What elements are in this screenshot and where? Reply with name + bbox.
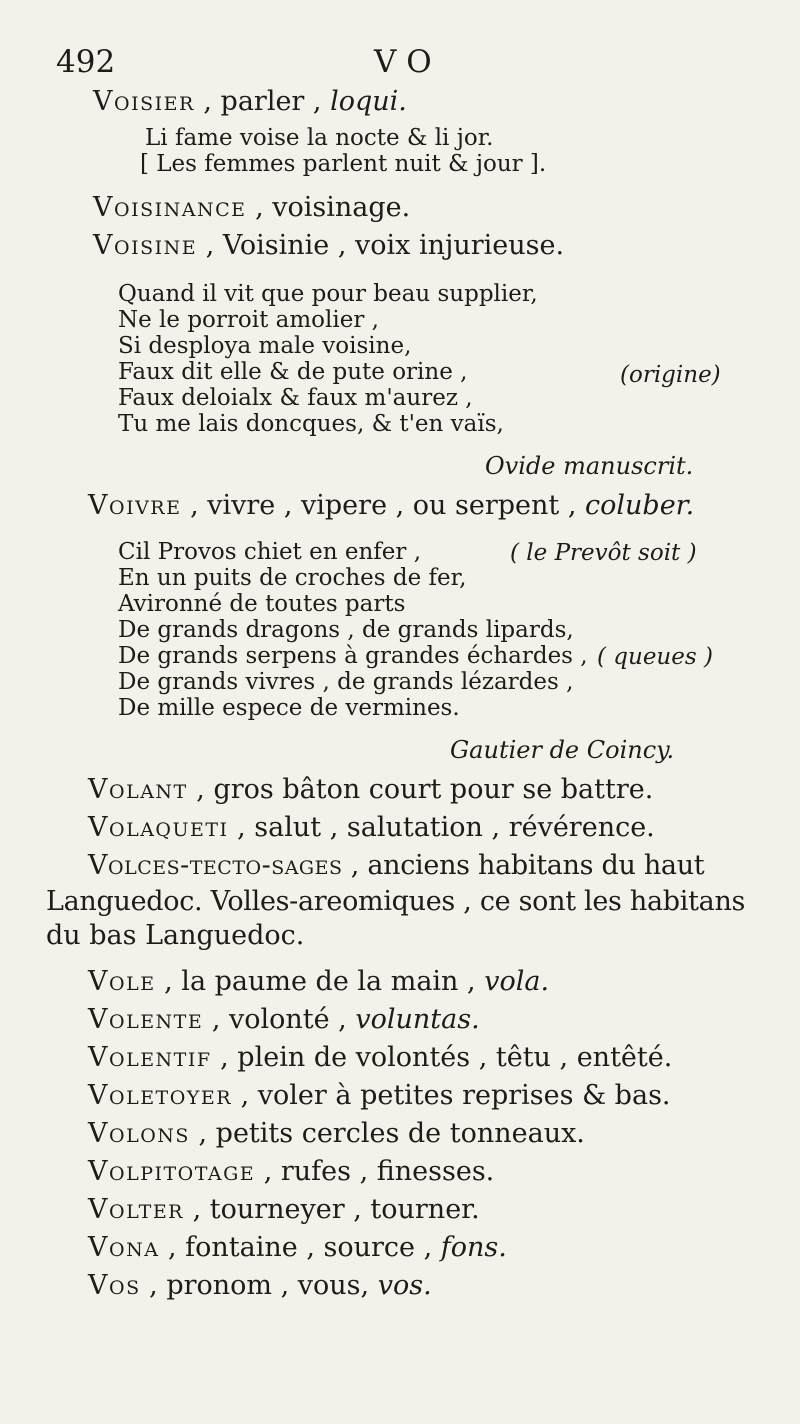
entry-headword: Volces-tecto-sages bbox=[88, 850, 343, 881]
entry-volces-tecto-sages bbox=[88, 850, 704, 881]
entry-definition: , voisinage. bbox=[246, 192, 411, 223]
entry-latin: loqui. bbox=[330, 86, 407, 117]
entry-latin: voluntas. bbox=[355, 1004, 480, 1035]
entry-headword: Voisinance bbox=[93, 192, 247, 223]
entry-definition: , Voisinie , voix injurieuse. bbox=[197, 230, 565, 261]
entry-latin: fons. bbox=[440, 1232, 507, 1263]
quote-source: Gautier de Coincy. bbox=[450, 736, 675, 764]
quote-line: Ne le porroit amolier , bbox=[118, 307, 379, 333]
entry-volente bbox=[88, 1004, 480, 1035]
page-number: 492 bbox=[56, 44, 116, 80]
quote-line: De mille espece de vermines. bbox=[118, 695, 460, 721]
margin-note: (origine) bbox=[620, 362, 721, 388]
entry-headword: Voivre bbox=[88, 490, 182, 521]
quote-line: De grands vivres , de grands lézardes , bbox=[118, 669, 574, 695]
entry-headword: Volons bbox=[88, 1118, 190, 1149]
quote-line: En un puits de croches de fer, bbox=[118, 565, 467, 591]
entry-headword: Voletoyer bbox=[88, 1080, 233, 1111]
entry-headword: Volaqueti bbox=[88, 812, 229, 843]
entry-volons bbox=[88, 1118, 585, 1149]
entry-volentif bbox=[88, 1042, 672, 1073]
entry-definition: , vivre , vipere , ou serpent , bbox=[181, 490, 586, 521]
entry-definition: , anciens habitans du haut bbox=[342, 850, 705, 881]
entry-volant bbox=[88, 774, 653, 805]
entry-volaqueti bbox=[88, 812, 655, 843]
margin-note: ( queues ) bbox=[597, 644, 713, 670]
quote-source: Ovide manuscrit. bbox=[485, 452, 694, 480]
entry-definition: , fontaine , source , bbox=[159, 1232, 441, 1263]
entry-definition: , rufes , finesses. bbox=[255, 1156, 495, 1187]
entry-headword: Vole bbox=[88, 966, 156, 997]
quote-line: Si desploya male voisine, bbox=[118, 333, 412, 359]
entry-headword: Vos bbox=[88, 1270, 141, 1301]
quote-line: [ Les femmes parlent nuit & jour ]. bbox=[140, 151, 547, 177]
quote-line: Li fame voise la nocte & li jor. bbox=[145, 125, 494, 151]
quote-line: Faux dit elle & de pute orine , bbox=[118, 359, 468, 385]
margin-note: ( le Prevôt soit ) bbox=[510, 540, 697, 566]
entry-voletoyer bbox=[88, 1080, 671, 1111]
entry-voisinance bbox=[93, 192, 410, 223]
entry-definition: , petits cercles de tonneaux. bbox=[189, 1118, 585, 1149]
entry-headword: Voisier bbox=[93, 86, 195, 117]
entry-headword: Volpitotage bbox=[88, 1156, 256, 1187]
entry-headword: Volente bbox=[88, 1004, 204, 1035]
entry-volpitotage bbox=[88, 1156, 494, 1187]
quote-line: De grands dragons , de grands lipards, bbox=[118, 617, 574, 643]
entry-definition: , parler , bbox=[194, 86, 331, 117]
entry-headword: Volter bbox=[88, 1194, 184, 1225]
entry-definition: , voler à petites reprises & bas. bbox=[232, 1080, 671, 1111]
entry-definition: , la paume de la main , bbox=[155, 966, 485, 997]
entry-vos bbox=[88, 1270, 432, 1301]
entry-voisier bbox=[93, 86, 407, 117]
entry-latin: vos. bbox=[377, 1270, 432, 1301]
quote-line: Avironné de toutes parts bbox=[118, 591, 406, 617]
entry-definition: , salut , salutation , révérence. bbox=[228, 812, 655, 843]
entry-definition: , plein de volontés , têtu , entêté. bbox=[211, 1042, 673, 1073]
entry-definition: , volonté , bbox=[203, 1004, 356, 1035]
quote-line: De grands serpens à grandes échardes , bbox=[118, 643, 588, 669]
quote-line: Cil Provos chiet en enfer , bbox=[118, 539, 422, 565]
entry-vole bbox=[88, 966, 549, 997]
entry-definition: , gros bâton court pour se battre. bbox=[187, 774, 654, 805]
entry-definition: , pronom , vous, bbox=[140, 1270, 378, 1301]
entry-continuation: du bas Languedoc. bbox=[46, 920, 305, 951]
entry-volter bbox=[88, 1194, 480, 1225]
entry-latin: vola. bbox=[484, 966, 550, 997]
entry-voivre bbox=[88, 490, 694, 521]
entry-headword: Voisine bbox=[93, 230, 198, 261]
entry-vona bbox=[88, 1232, 507, 1263]
entry-latin: coluber. bbox=[585, 490, 695, 521]
quote-line: Quand il vit que pour beau supplier, bbox=[118, 281, 538, 307]
running-head: V O bbox=[374, 44, 432, 80]
entry-headword: Volentif bbox=[88, 1042, 212, 1073]
entry-headword: Volant bbox=[88, 774, 188, 805]
entry-continuation: Languedoc. Volles-areomiques , ce sont les habitans bbox=[46, 886, 746, 917]
entry-voisine bbox=[93, 230, 564, 261]
quote-line: Tu me lais doncques, & t'en vaïs, bbox=[118, 411, 504, 437]
entry-headword: Vona bbox=[88, 1232, 160, 1263]
quote-line: Faux deloialx & faux m'aurez , bbox=[118, 385, 473, 411]
entry-definition: , tourneyer , tourner. bbox=[184, 1194, 480, 1225]
